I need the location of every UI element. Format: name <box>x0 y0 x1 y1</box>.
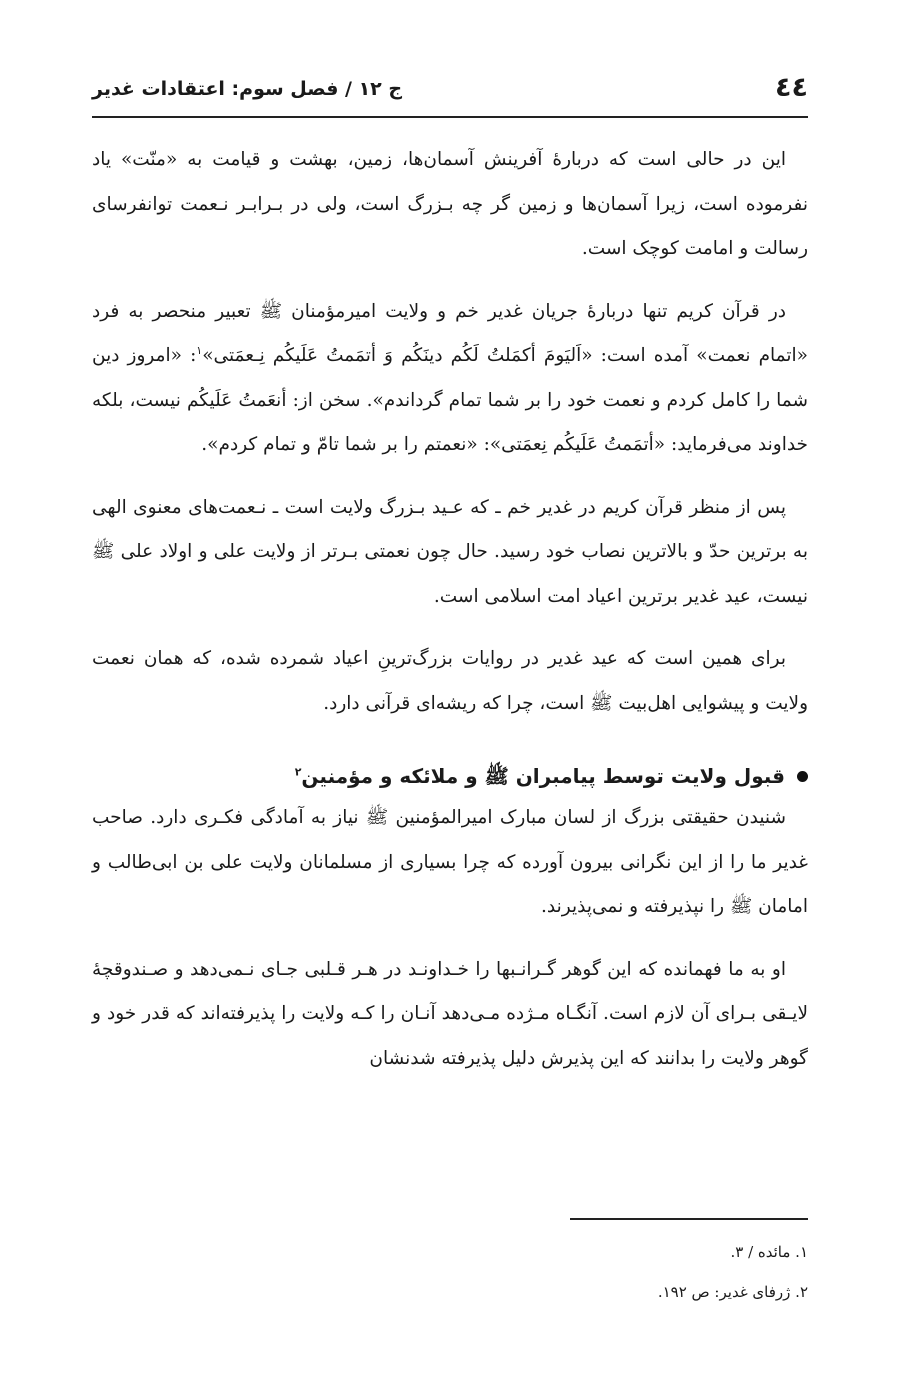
footnote-reference: ٢ <box>294 765 302 779</box>
paragraph: شنیدن حقیقتی بزرگ از لسان مبارک امیرالمؤمنین ﷺ نیاز به آمادگی فکـری دارد. صاحب غدیر ما را از این نگرانی بیرون آورده که چرا بسیاری از مسلمانان ولایت علی بن ابی‌طالب و امامان ﷺ را نپذیرفته و نمی‌پذیرند. <box>92 807 808 917</box>
running-title: ج ١٢ / فصل سوم: اعتقادات غدیر <box>92 78 403 100</box>
paragraph: در قرآن کریم تنها دربارۀ جریان غدیر خم و ولایت امیرمؤمنان ﷺ تعبیر منحصر به فرد «اتمام نعمت» آمده است: «اَلیَومَ أکمَلتُ لَکُم دینَکُم وَ أتمَمتُ عَلَیکُم نِـعمَتی»$^١$: «امروز دین شما را کامل کردم و نعمت خود را بر شما تمام گرداندم». سخن از: أنعَمتُ عَلَیکُم نیست، بلکه خداوند می‌فرماید: «أتمَمتُ عَلَیکُم نِعمَتی»: «نعمتم را بر شما تامّ و تمام کردم». <box>92 300 808 455</box>
section-heading <box>92 756 808 796</box>
footnote-divider <box>570 1218 808 1220</box>
book-page <box>92 0 808 1390</box>
page-number: ٤٤ <box>775 72 808 103</box>
body-text <box>92 138 808 1099</box>
section-heading-text: قبول ولایت توسط پیامبران ﷺ و ملائکه و مؤمنین <box>301 764 785 788</box>
paragraph: او به ما فهمانده که این گوهر گـرانـبها را خـداونـد در هـر قـلبی جـای نـمی‌دهد و صـندوقچۀ لایـقی بـرای آن لازم است. آنگـاه مـژده مـی‌دهد آنـان را کـه ولایت را پذیرفته‌اند که قدر خود و گوهر ولایت را بدانند که این پذیرش دلیل پذیرفته شدنشان <box>92 958 808 1069</box>
bullet-icon <box>797 771 808 782</box>
page-header <box>92 62 808 118</box>
footnotes <box>92 1232 808 1312</box>
footnote: ٢. ژرفای غدیر: ص ١٩٢. <box>657 1283 808 1301</box>
footnote: ١. مائده / ٣. <box>730 1243 808 1261</box>
paragraph: برای همین است که عید غدیر در روایات بزرگ‌ترینِ اعیاد شمرده شده، که همان نعمت ولایت و پیشوایی اهل‌بیت ﷺ است، چرا که ریشه‌ای قرآنی دارد. <box>92 648 808 714</box>
paragraph: این در حالی است که دربارۀ آفرینش آسمان‌ها، زمین، بهشت و قیامت به «منّت» یاد نفرموده است، زیرا آسمان‌ها و زمین گر چه بـزرگ است، ولی در بـرابـر نـعمت توانفرسای رسالت و امامت کوچک است. <box>92 149 808 259</box>
footnote-reference: ١ <box>196 343 203 357</box>
paragraph: پس از منظر قرآن کریم در غدیر خم ـ که عـید بـزرگ ولایت است ـ نـعمت‌های معنوی الهی به برترین حدّ و بالاترین نصاب خود رسید. حال چون نعمتی بـرتر از ولایت علی و اولاد علی ﷺ نیست، عید غدیر برترین اعیاد امت اسلامی است. <box>92 496 808 607</box>
